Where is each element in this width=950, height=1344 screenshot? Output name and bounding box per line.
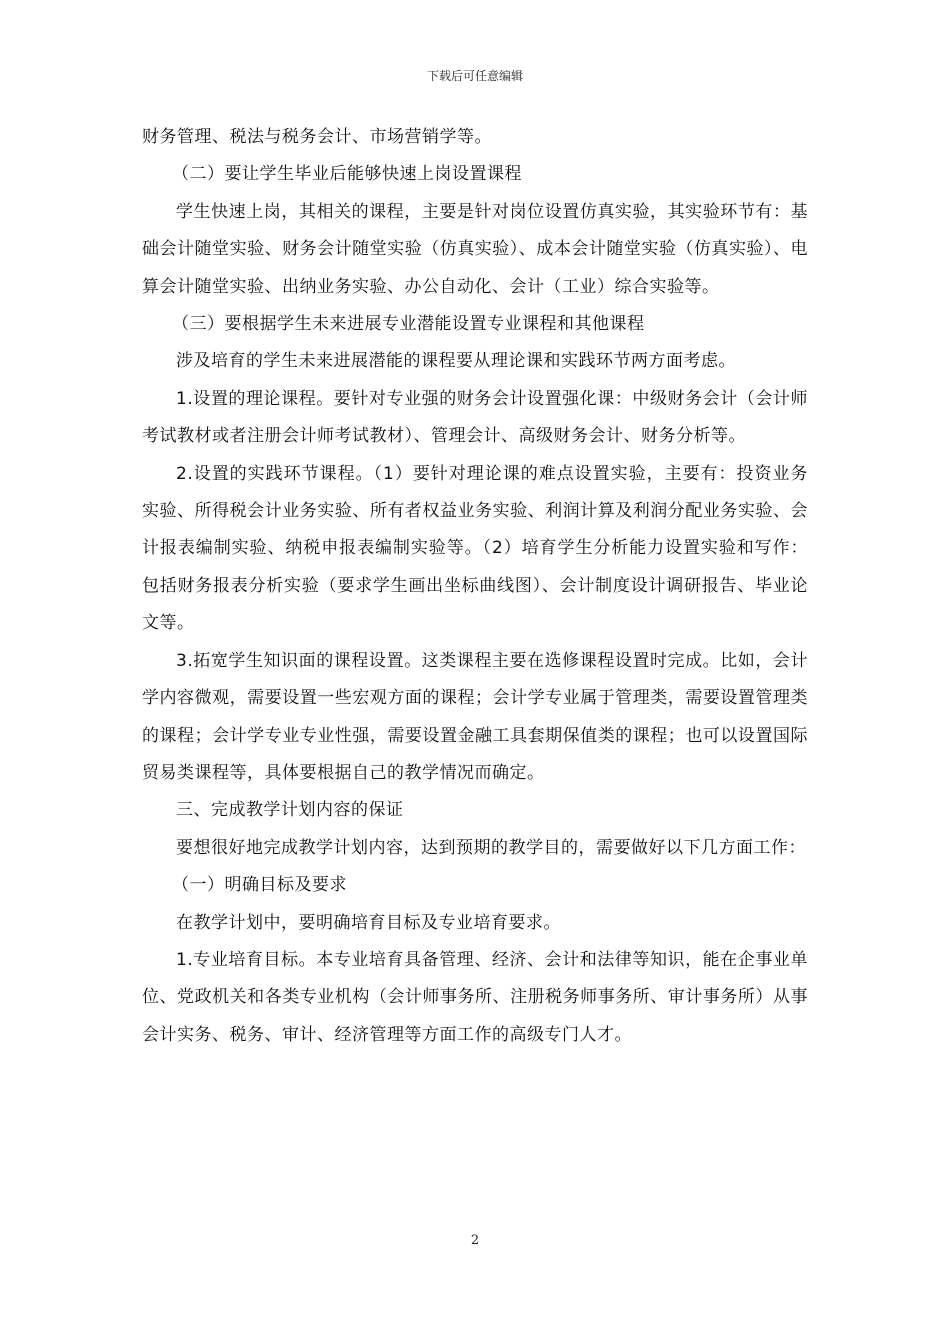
- section-heading: 三、完成教学计划内容的保证: [176, 800, 404, 821]
- list-item: 1.设置的理论课程。要针对专业强的财务会计设置强化课：中级财务会计（会计师考试教材或者注册会计师考试教材）、管理会计、高级财务会计、财务分析等。: [142, 388, 808, 447]
- paragraph: 要想很好地完成教学计划内容，达到预期的教学目的，需要做好以下几方面工作：: [176, 837, 806, 858]
- subheading: （一）明确目标及要求: [172, 875, 347, 896]
- page-number: 2: [470, 1233, 480, 1248]
- document-body: [142, 119, 808, 1054]
- list-item: 3.拓宽学生知识面的课程设置。这类课程主要在选修课程设置时完成。比如，会计学内容微观，需要设置一些宏观方面的课程；会计学专业属于管理类，需要设置管理类的课程；会计学专业专业性强，需要设置金融工具套期保值类的课程；也可以设置国际贸易类课程等，具体要根据自己的教学情况而确定。: [142, 650, 808, 783]
- paragraph: 财务管理、税法与税务会计、市场营销学等。: [142, 127, 492, 147]
- paragraph: 在教学计划中，要明确培育目标及专业培育要求。: [176, 912, 561, 933]
- paragraph: 学生快速上岗，其相关的课程，主要是针对岗位设置仿真实验，其实验环节有：基础会计随堂实验、财务会计随堂实验（仿真实验）、成本会计随堂实验（仿真实验）、电算会计随堂实验、出纳业务实验、办公自动化、会计（工业）综合实验等。: [142, 201, 808, 297]
- page-header: 下载后可任意编辑: [426, 69, 523, 83]
- list-item: 1.专业培育目标。本专业培育具备管理、经济、会计和法律等知识，能在企事业单位、党政机关和各类专业机构（会计师事务所、注册税务师事务所、审计事务所）从事会计实务、税务、审计、经济管理等方面工作的高级专门人才。: [142, 949, 808, 1045]
- subheading: （三）要根据学生未来进展专业潜能设置专业课程和其他课程: [172, 314, 645, 335]
- subheading: （二）要让学生毕业后能够快速上岗设置课程: [172, 164, 522, 185]
- list-item: 2.设置的实践环节课程。（1）要针对理论课的难点设置实验，主要有：投资业务实验、所得税会计业务实验、所有者权益业务实验、利润计算及利润分配业务实验、会计报表编制实验、纳税申报表编制实验等。（2）培育学生分析能力设置实验和写作：包括财务报表分析实验（要求学生画出坐标曲线图）、会计制度设计调研报告、毕业论文等。: [142, 463, 808, 634]
- paragraph: 涉及培育的学生未来进展潜能的课程要从理论课和实践环节两方面考虑。: [176, 351, 736, 372]
